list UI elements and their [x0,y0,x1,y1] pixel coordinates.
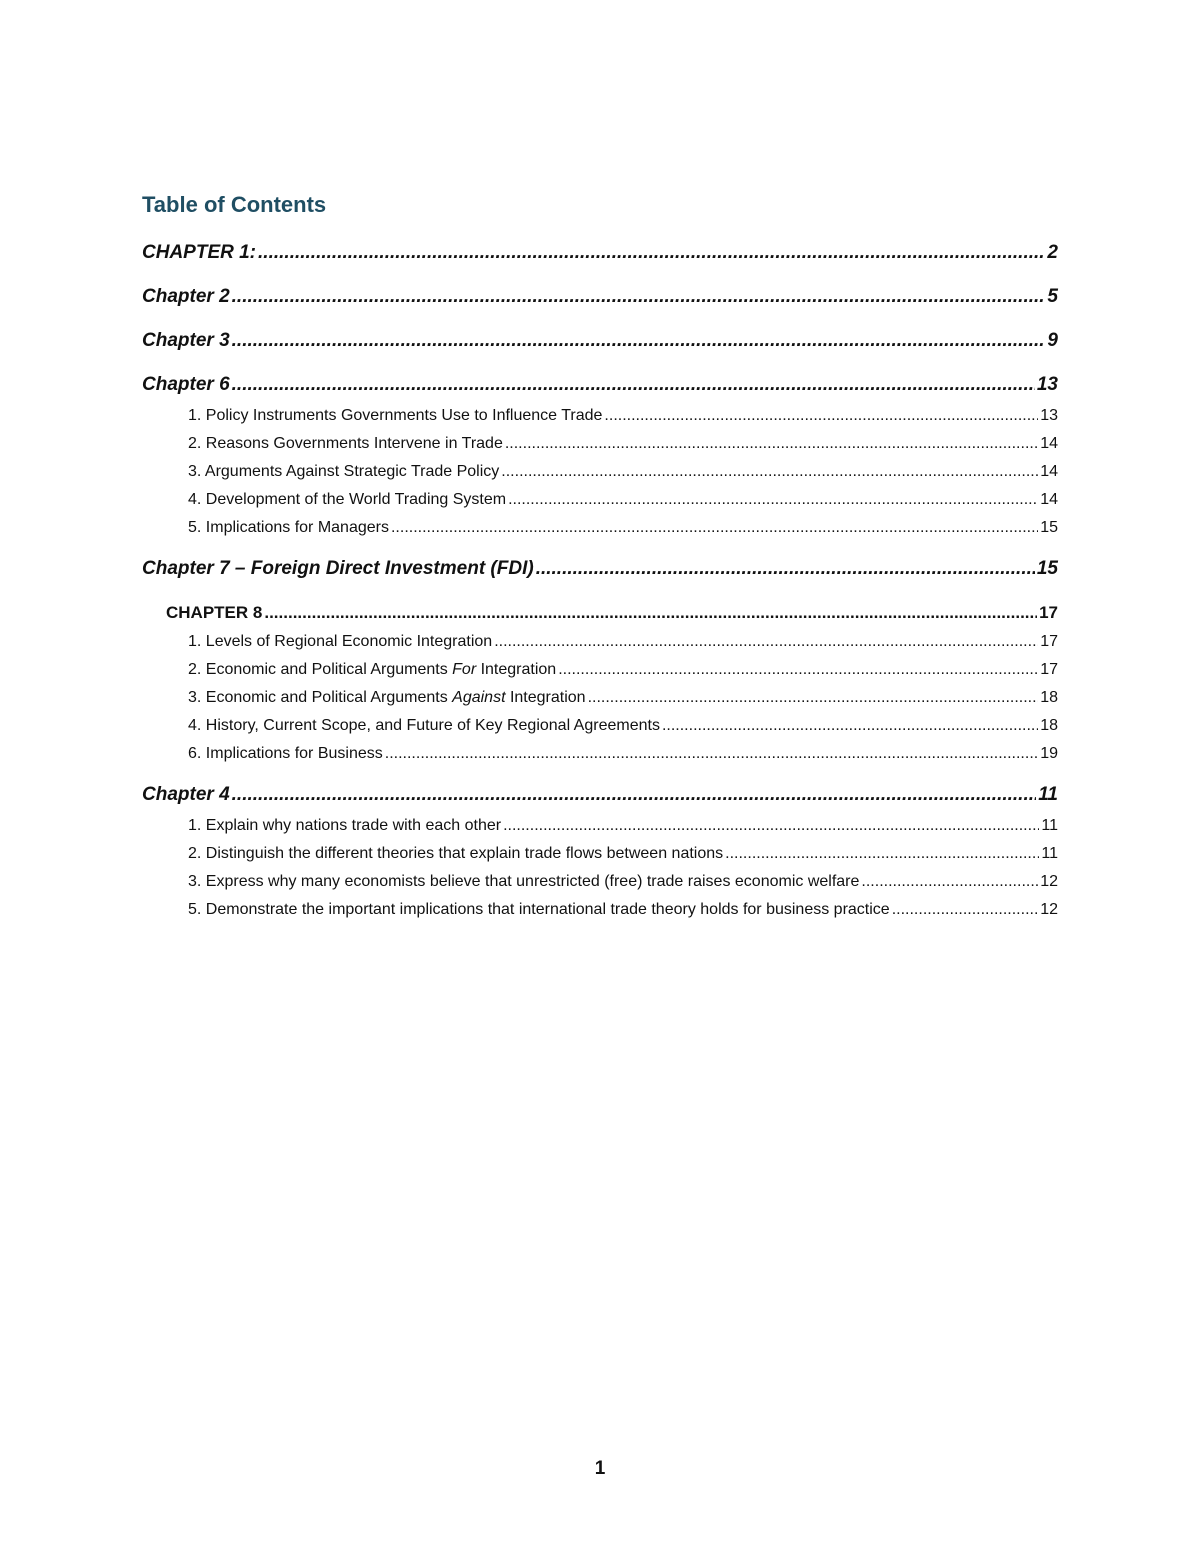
toc-leader-dots [503,812,1039,840]
toc-subentry-label: 2. Reasons Governments Intervene in Trade [188,435,503,452]
toc-leader-dots [258,240,1045,266]
toc-subentry[interactable] [142,840,1058,868]
toc-entry-page: 15 [1036,558,1058,579]
toc-subentry-label-post: Integration [505,689,586,706]
toc-entry-chapter-1[interactable] [142,240,1058,266]
toc-leader-dots [501,458,1038,486]
toc-subentry-label: 3. Express why many economists believe that unrestricted (free) trade raises economic welfare [188,873,860,890]
toc-leader-dots [725,840,1039,868]
toc-subentry-label-post: Integration [476,661,557,678]
toc-subentry-label-emphasis: Against [452,689,506,706]
toc-subentry-page: 17 [1040,661,1058,678]
toc-entry-chapter-3[interactable] [142,328,1058,354]
toc-subentry-label: 1. Policy Instruments Governments Use to Influence Trade [188,407,603,424]
toc-subentry-page: 14 [1040,435,1058,452]
toc-subentry-page: 18 [1040,717,1058,734]
toc-subentry-label: 2. Distinguish the different theories that explain trade flows between nations [188,845,724,862]
toc-leader-dots [505,430,1038,458]
toc-entry-label: CHAPTER 8 [166,603,263,622]
toc-leader-dots [391,514,1038,542]
toc-subentry-label [188,684,586,712]
toc-subentry[interactable] [142,740,1058,768]
toc-leader-dots [662,712,1038,740]
toc-entry-chapter-7[interactable] [142,556,1058,582]
toc-subentry[interactable] [142,486,1058,514]
toc-entry-label: Chapter 3 [142,330,230,351]
toc-leader-dots [604,402,1038,430]
toc-subentry-page: 14 [1040,491,1058,508]
toc-subentry-label: 5. Demonstrate the important implications that international trade theory holds for business practice [188,901,890,918]
toc-subentry-page: 11 [1041,845,1058,862]
toc-subentry-label [188,656,556,684]
toc-subentry-label: 4. Development of the World Trading System [188,491,507,508]
toc-leader-dots [494,628,1038,656]
toc-subentry-page: 12 [1040,901,1058,918]
toc-subentry-label: 6. Implications for Business [188,745,383,762]
toc-entry-page: 17 [1039,603,1058,622]
toc-leader-dots [892,896,1039,924]
toc-subentry-label: 3. Arguments Against Strategic Trade Policy [188,463,500,480]
toc-subentry[interactable] [142,684,1058,712]
toc-subentry-page: 19 [1040,745,1058,762]
toc-entry-chapter-8[interactable] [142,600,1058,626]
toc-leader-dots [232,372,1035,398]
toc-entry-label: Chapter 6 [142,374,230,395]
toc-subentry[interactable] [142,712,1058,740]
toc-entry-page: 2 [1047,242,1058,263]
toc-entry-chapter-4[interactable] [142,782,1058,808]
toc-subentry-label: 5. Implications for Managers [188,519,389,536]
page-number: 1 [594,1458,606,1479]
toc-subentry[interactable] [142,402,1058,430]
toc-subentry[interactable] [142,514,1058,542]
toc-subentry-label: 1. Explain why nations trade with each other [188,817,502,834]
toc-leader-dots [385,740,1038,768]
toc-subentry[interactable] [142,656,1058,684]
toc-entry-page: 9 [1047,330,1058,351]
toc-subentry-page: 11 [1041,817,1058,834]
toc-subentry[interactable] [142,628,1058,656]
toc-leader-dots [861,868,1038,896]
toc-entry-page: 13 [1036,374,1058,395]
toc-subentry-page: 13 [1040,407,1058,424]
toc-subentry-label-pre: 3. Economic and Political Arguments [188,689,453,706]
toc-leader-dots [536,556,1035,582]
toc-subentry-label: 4. History, Current Scope, and Future of Key Regional Agreements [188,717,660,734]
toc-subentry-label-emphasis: For [452,661,477,678]
toc-entry-page: 11 [1038,784,1058,805]
toc-leader-dots [232,328,1046,354]
toc-subentry-page: 15 [1040,519,1058,536]
toc-subentry-page: 12 [1040,873,1058,890]
toc-entry-label: Chapter 7 – Foreign Direct Investment (FDI) [142,558,534,579]
table-of-contents [142,190,1058,924]
toc-leader-dots [588,684,1039,712]
toc-subentry-page: 14 [1040,463,1058,480]
toc-subentry[interactable] [142,430,1058,458]
toc-subentry[interactable] [142,812,1058,840]
toc-entry-label: CHAPTER 1: [142,242,257,263]
toc-leader-dots [558,656,1038,684]
toc-entry-chapter-6[interactable] [142,372,1058,398]
toc-leader-dots [232,284,1046,310]
toc-subentry-page: 17 [1040,633,1058,650]
toc-subentry[interactable] [142,896,1058,924]
toc-subentry-page: 18 [1040,689,1058,706]
toc-entry-page: 5 [1047,286,1058,307]
toc-subentry-label: 1. Levels of Regional Economic Integration [188,633,493,650]
toc-entry-chapter-2[interactable] [142,284,1058,310]
toc-subentry-label-pre: 2. Economic and Political Arguments [188,661,453,678]
toc-subentry[interactable] [142,458,1058,486]
toc-leader-dots [264,600,1037,626]
toc-leader-dots [232,782,1037,808]
toc-title: Table of Contents [142,192,327,217]
toc-leader-dots [508,486,1038,514]
toc-entry-label: Chapter 2 [142,286,230,307]
toc-subentry[interactable] [142,868,1058,896]
toc-entry-label: Chapter 4 [142,784,230,805]
